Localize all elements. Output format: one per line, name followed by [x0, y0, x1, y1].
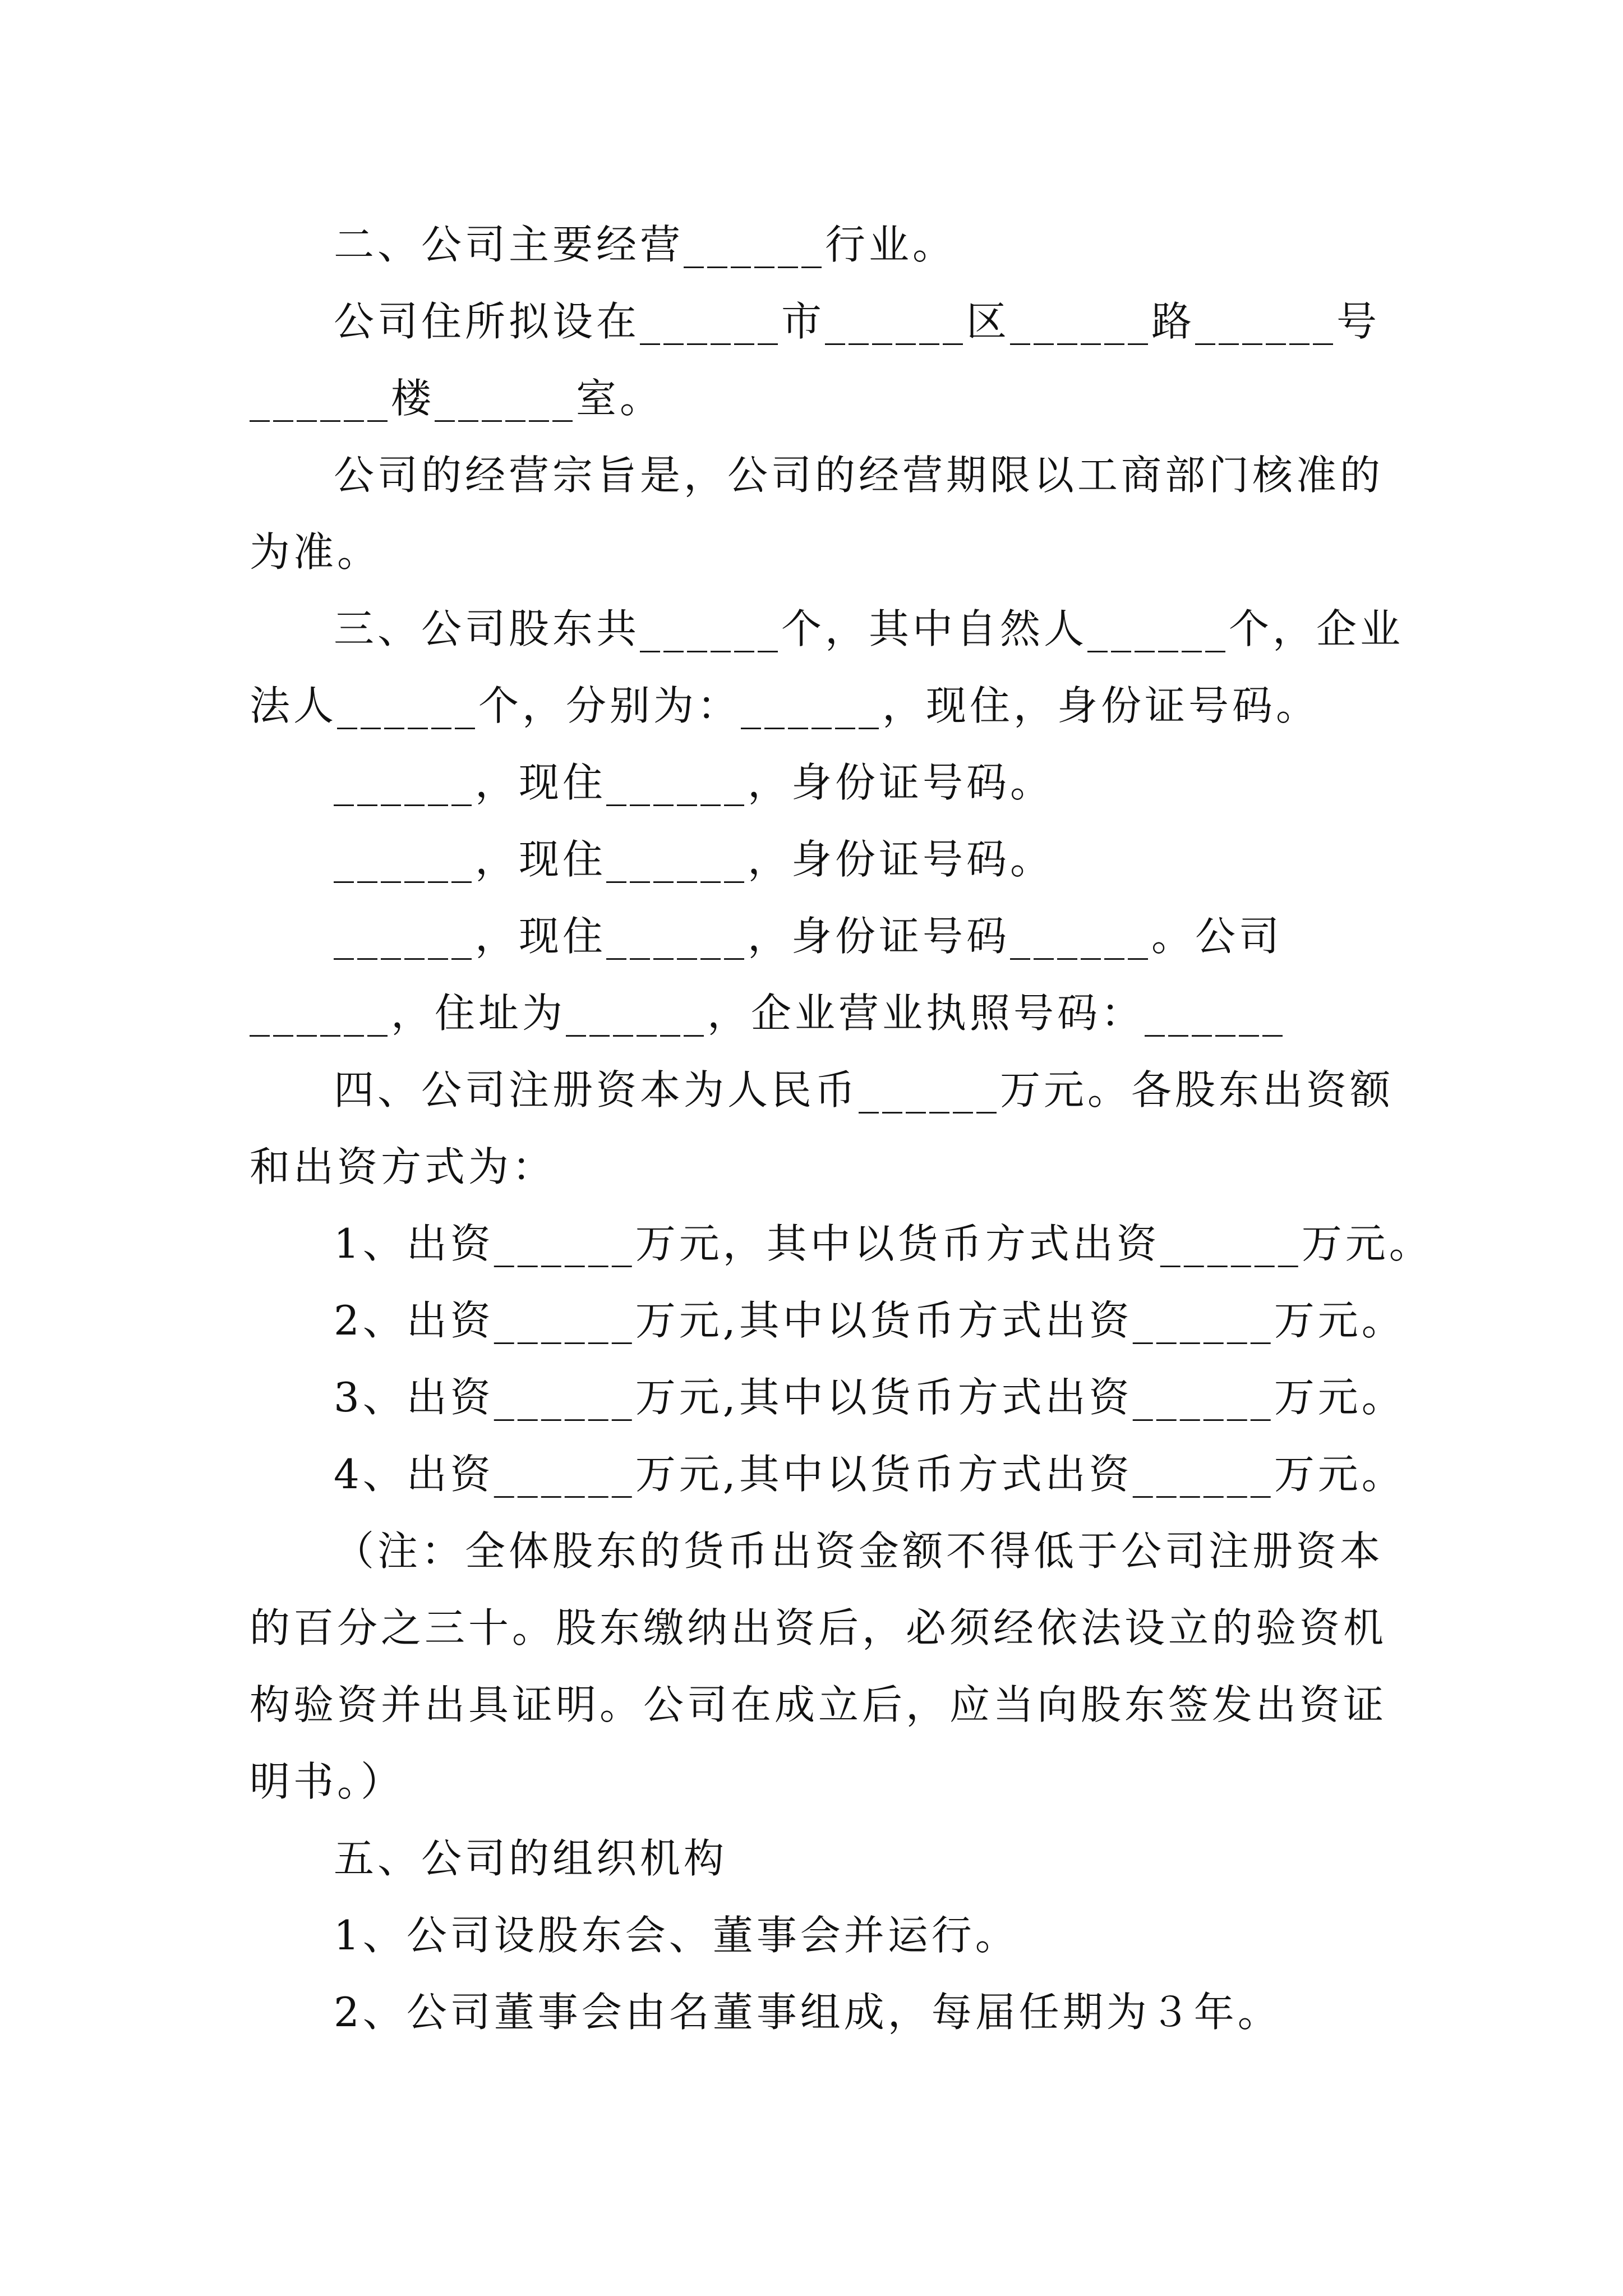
paragraph-line-1: 二、公司主要经营______行业。 [334, 221, 957, 268]
paragraph-line-2: 公司住所拟设在______市______区______路______号 [334, 298, 1381, 345]
section-heading-organization: 五、公司的组织机构 [334, 1835, 728, 1882]
paragraph-line-16: 3、出资______万元,其中以货币方式出资______万元。 [334, 1374, 1405, 1421]
paragraph-line-17: 4、出资______万元,其中以货币方式出资______万元。 [334, 1451, 1405, 1498]
paragraph-line-18: （注：全体股东的货币出资金额不得低于公司注册资本 [334, 1527, 1384, 1575]
paragraph-line-8: ______，现住______，身份证号码。 [334, 759, 1054, 806]
paragraph-line-14: 1、出资______万元，其中以货币方式出资______万元。 [334, 1220, 1433, 1267]
paragraph-line-15: 2、出资______万元,其中以货币方式出资______万元。 [334, 1297, 1405, 1344]
paragraph-line-13: 和出资方式为： [250, 1143, 556, 1190]
paragraph-line-21: 明书。） [250, 1758, 405, 1805]
paragraph-line-4: 公司的经营宗旨是，公司的经营期限以工商部门核准的 [334, 452, 1384, 499]
paragraph-line-6: 三、公司股东共______个，其中自然人______个，企业 [334, 605, 1404, 652]
paragraph-line-23: 1、公司设股东会、董事会并运行。 [334, 1912, 1019, 1959]
paragraph-line-12: 四、公司注册资本为人民币______万元。各股东出资额 [334, 1066, 1394, 1114]
paragraph-line-3: ______楼______室。 [250, 375, 664, 422]
paragraph-line-11: ______，住址为______，企业营业执照号码：______ [250, 990, 1287, 1037]
paragraph-line-20: 构验资并出具证明。公司在成立后，应当向股东签发出资证 [250, 1681, 1387, 1728]
paragraph-line-10: ______，现住______，身份证号码______。公司 [334, 913, 1283, 960]
paragraph-line-5: 为准。 [250, 528, 381, 576]
paragraph-line-7: 法人______个，分别为：______，现住，身份证号码。 [250, 682, 1320, 729]
paragraph-line-9: ______，现住______，身份证号码。 [334, 836, 1054, 883]
paragraph-line-24: 2、公司董事会由名董事组成，每届任期为３年。 [334, 1989, 1281, 2036]
paragraph-line-19: 的百分之三十。股东缴纳出资后，必须经依法设立的验资机 [250, 1604, 1387, 1651]
document-body [250, 206, 1433, 2051]
